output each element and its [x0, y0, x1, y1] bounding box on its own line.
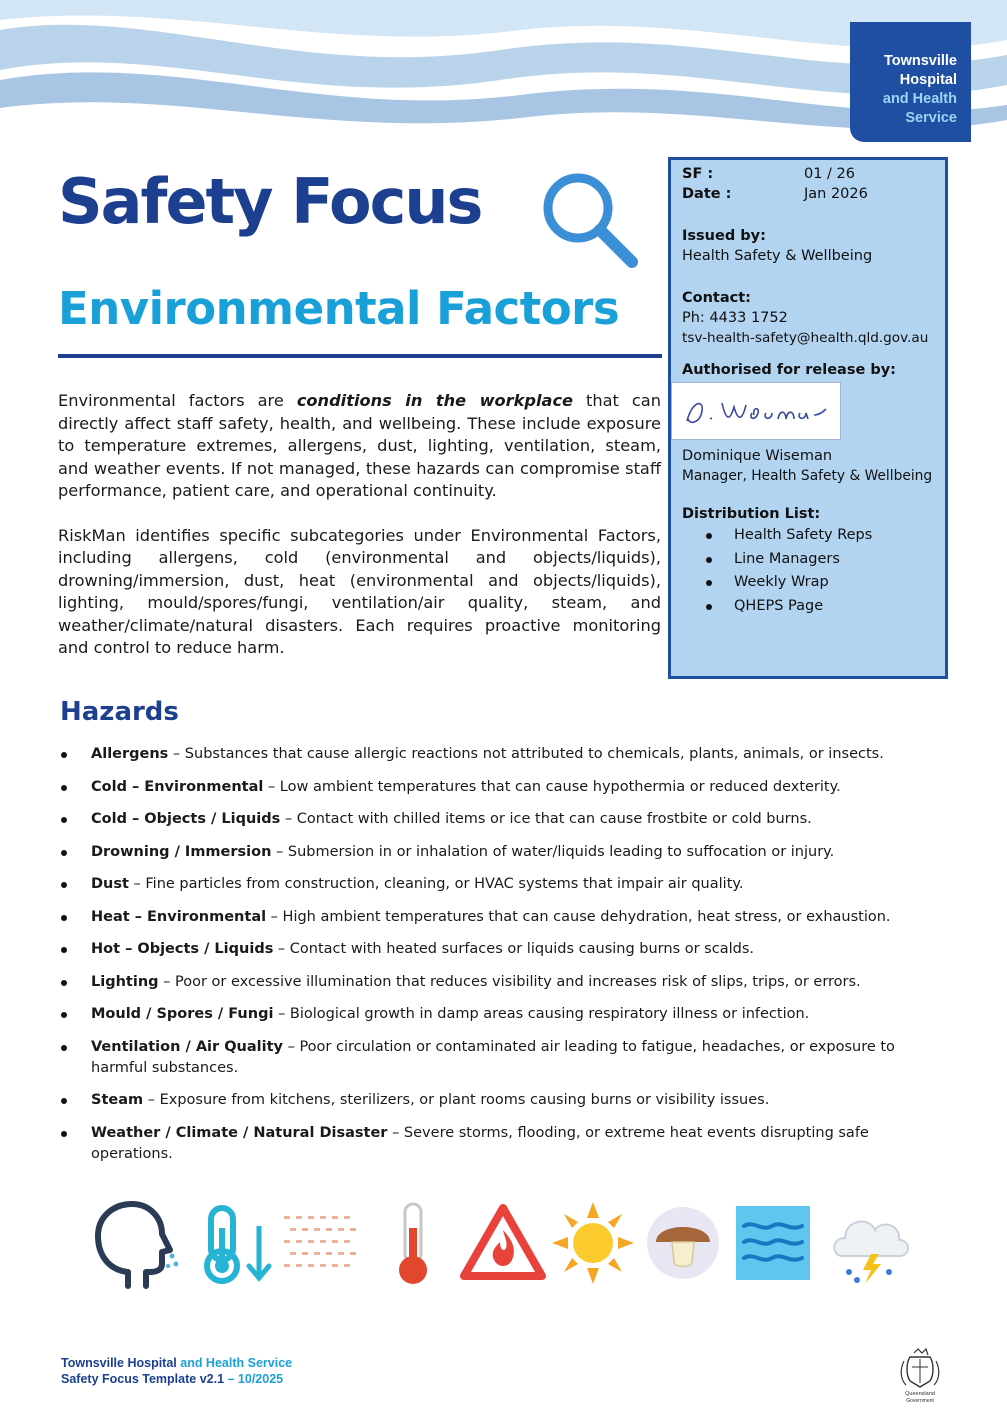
distribution-list [682, 524, 935, 618]
sf-row: SF : 01 / 26 [682, 166, 856, 182]
logo-line-4: Service [905, 110, 957, 126]
hazard-description: – Fine particles from construction, cleaning, or HVAC systems that impair air quality. [128, 876, 744, 892]
footer [61, 1355, 292, 1387]
distribution-item: Line Managers [734, 548, 935, 572]
logo-line-3: and Health [882, 91, 957, 107]
hot-surface-warning-icon [458, 1198, 548, 1293]
mushroom-icon [638, 1198, 728, 1293]
logo-line-1: Townsville [883, 53, 957, 69]
storm-cloud-icon [823, 1198, 913, 1293]
hazard-item [60, 939, 940, 960]
contact-label: Contact: [682, 290, 751, 306]
hazard-description: – Contact with heated surfaces or liquids causing burns or scalds. [273, 941, 754, 957]
hazard-item [60, 777, 940, 798]
signer-name: Dominique Wiseman [682, 448, 833, 464]
hazard-name: Heat – Environmental [91, 908, 267, 925]
intro-text [58, 390, 661, 682]
hazard-description: – Exposure from kitchens, sterilizers, or plant rooms causing burns or visibility issues. [143, 1092, 770, 1108]
hazard-name: Cold – Environmental [91, 778, 264, 795]
intro-paragraph-1: Environmental factors are conditions in the workplace that can directly affect staff safety, health, and wellbeing. These include exposure to temperature extremes, allergens, dust, lighting, ventilation, steam, and weather events. If not managed, these hazards can compromise staff performance, patient care, and operational continuity. [58, 391, 661, 500]
sun-lighting-icon [548, 1198, 638, 1293]
authorised-label: Authorised for release by: [682, 360, 935, 380]
hazards-heading: Hazards [60, 697, 179, 727]
ventilation-air-icon [728, 1198, 818, 1293]
hazard-description: – Low ambient temperatures that can cause hypothermia or reduced dexterity. [263, 778, 841, 795]
heat-thermometer-icon [368, 1198, 458, 1293]
sf-value: 01 / 26 [804, 166, 856, 182]
distribution-item: QHEPS Page [734, 595, 935, 619]
date-row: Date : Jan 2026 [682, 186, 868, 202]
crest-text-line-1: Queensland [905, 1391, 935, 1397]
hazard-name: Steam [91, 1092, 144, 1108]
hazard-description: – Poor circulation or contaminated air leading to fatigue, headaches, or exposure to harmful substances. [91, 1038, 895, 1076]
title-divider [58, 354, 662, 358]
hazard-name: Drowning / Immersion [91, 843, 272, 860]
hazard-name: Weather / Climate / Natural Disaster [91, 1124, 388, 1141]
issued-label: Issued by: [682, 228, 766, 244]
distribution-label: Distribution List: [682, 506, 821, 522]
signature [671, 382, 841, 440]
hazard-description: – Substances that cause allergic reactions not attributed to chemicals, plants, animals, or insects. [168, 746, 884, 762]
hazard-description: – Biological growth in damp areas causing respiratory illness or infection. [273, 1006, 810, 1022]
cold-thermometer-icon [193, 1198, 283, 1293]
hazard-item [60, 874, 940, 895]
crest-text-line-2: Government [906, 1398, 934, 1404]
page-title: Safety Focus [58, 165, 482, 238]
hazard-item [60, 1037, 940, 1079]
hazard-name: Hot – Objects / Liquids [91, 941, 274, 957]
hazard-description: – Poor or excessive illumination that reduces visibility and increases risk of slips, trips, or errors. [158, 973, 861, 990]
hazard-item [60, 744, 940, 765]
queensland-government-crest-icon [896, 1347, 944, 1405]
hazard-name: Ventilation / Air Quality [91, 1038, 283, 1055]
hazard-item [60, 907, 940, 928]
magnifier-icon [540, 170, 645, 275]
hazard-item [60, 1090, 940, 1111]
document-info-box [668, 157, 948, 679]
hazard-description: – High ambient temperatures that can cause dehydration, heat stress, or exhaustion. [266, 908, 891, 925]
contact-phone: Ph: 4433 1752 [682, 310, 788, 326]
dust-icon [278, 1198, 368, 1293]
hazard-name: Lighting [91, 973, 159, 990]
hazard-icons-row [88, 1198, 918, 1293]
hazard-description: – Contact with chilled items or ice that can cause frostbite or cold burns. [280, 811, 812, 827]
intro-emphasis: conditions in the workplace [296, 391, 574, 410]
logo-line-2: Hospital [899, 72, 957, 88]
distribution-item: Health Safety Reps [734, 524, 935, 548]
footer-line-1: Townsville Hospital and Health Service [61, 1356, 293, 1370]
hazard-name: Cold – Objects / Liquids [91, 811, 281, 827]
hazard-description: – Severe storms, flooding, or extreme heat events disrupting safe operations. [91, 1124, 869, 1162]
hazard-name: Dust [91, 876, 129, 892]
hospital-logo [850, 22, 971, 142]
page-subtitle: Environmental Factors [58, 282, 620, 335]
footer-line-2: Safety Focus Template v2.1 – 10/2025 [61, 1372, 284, 1386]
hazard-description: – Submersion in or inhalation of water/liquids leading to suffocation or injury. [271, 843, 835, 860]
distribution-item: Weekly Wrap [734, 571, 935, 595]
hazard-item [60, 842, 940, 863]
hazard-name: Mould / Spores / Fungi [91, 1006, 274, 1022]
signature-scribble [682, 393, 832, 431]
hazard-item [60, 1004, 940, 1025]
hazard-name: Allergens [91, 746, 169, 762]
signer-role: Manager, Health Safety & Wellbeing [682, 468, 933, 484]
contact-email[interactable]: tsv-health-safety@health.qld.gov.au [682, 330, 929, 346]
hazard-item [60, 972, 940, 993]
hazards-list [60, 744, 940, 1176]
intro-paragraph-2: RiskMan identifies specific subcategories under Environmental Factors, including allergens, cold (environmental and objects/liquids), drowning/immersion, dust, heat (environmental and objects/liquids), lighting, mould/spores/fungi, ventilation/air quality, steam, and weather/climate/natural disasters. Each requires proactive monitoring and control to reduce harm. [58, 525, 661, 657]
issued-value: Health Safety & Wellbeing [682, 248, 873, 264]
hazard-item [60, 809, 940, 830]
allergy-head-icon [88, 1198, 178, 1293]
hazard-item [60, 1123, 940, 1165]
date-value: Jan 2026 [804, 186, 868, 202]
